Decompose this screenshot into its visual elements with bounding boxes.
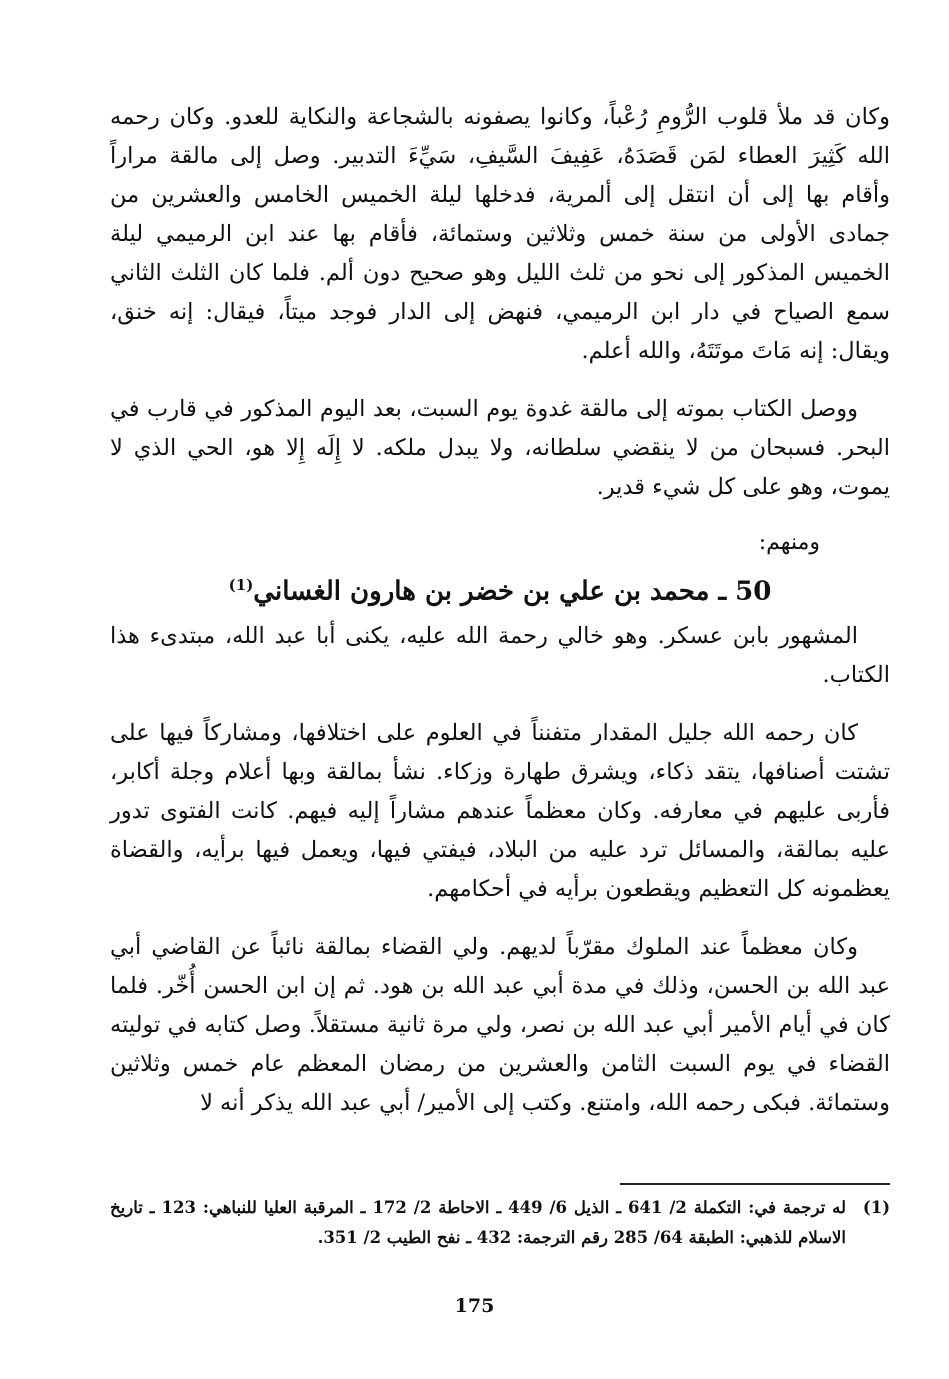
footnote-marker: (1) xyxy=(862,1198,890,1217)
paragraph-2: ووصل الكتاب بموته إلى مالقة غدوة يوم السبت، بعد اليوم المذكور في قارب في البحر. فسبحان من لا ينقضي سلطانه، ولا يبدل ملكه. لا إِلَه إِلا هو، الحي الذي لا يموت، وهو على كل شيء قدير. xyxy=(110,396,890,500)
entry-heading xyxy=(110,564,890,613)
entry-heading-text: 50 ـ محمد بن علي بن خضر بن هارون الغساني xyxy=(253,576,772,607)
section-intro: ومنهم: xyxy=(758,530,820,555)
paragraph-1: وكان قد ملأ قلوب الرُّومِ رُعْباً، وكانوا يصفونه بالشجاعة والنكاية للعدو. وكان رحمه الله كَثِيرَ العطاء لمَن قَصَدَهُ، عَفِيفَ السَّيفِ، سَيِّءَ التدبير. وصل إلى مالقة مراراً وأقام بها إلى أن انتقل إلى ألمرية، فدخلها ليلة الخميس الخامس والعشرين من جمادى الأولى من سنة خمس وثلاثين وستمائة، فأقام بها عند ابن الرميمي ليلة الخميس المذكور إلى نحو من ثلث الليل وهو صحيح دون ألم. فلما كان الثلث الثاني سمع الصياح في دار ابن الرميمي، فنهض إلى الدار فوجد ميتاً، فيقال: إنه خنق، ويقال: إنه مَاتَ موتَتَهُ، والله أعلم. xyxy=(110,104,890,364)
paragraph-3: المشهور بابن عسكر. وهو خالي رحمة الله عليه، يكنى أبا عبد الله، مبتدىء هذا الكتاب. xyxy=(110,622,890,688)
page-body xyxy=(110,98,890,1142)
page-number: 175 xyxy=(454,1295,495,1317)
footnote-reference: (1) xyxy=(228,576,254,594)
footnote-1 xyxy=(110,1193,890,1253)
paragraph-4: كان رحمه الله جليل المقدار متفنناً في العلوم على اختلافها، ومشاركاً فيها على تشتت أصنافها، يتقد ذكاء، ويشرق طهارة وزكاء. نشأ بمالقة وبها أعلام وجلة أكابر، فأربى عليهم في معارفه. وكان معظماً عندهم مشاراً إليه فيهم. كانت الفتوى تدور عليه بمالقة، والمسائل ترد عليه من البلاد، فيفتي فيها، ويعمل فيها برأيه، والقضاة يعظمونه كل التعظيم ويقطعون برأيه في أحكامهم. xyxy=(110,719,890,902)
paragraph-5: وكان معظماً عند الملوك مقرّباً لديهم. ولي القضاء بمالقة نائباً عن القاضي أبي عبد الله بن الحسن، وذلك في مدة أبي عبد الله بن هود. ثم إن ابن الحسن أُخّر. فلما كان في أيام الأمير أبي عبد الله بن نصر، ولي مرة ثانية مستقلاً. وصل كتابه في توليته القضاء في يوم السبت الثامن والعشرين من رمضان المعظم عام خمس وثلاثين وستمائة. فبكى رحمه الله، وامتنع. وكتب إلى الأمير/ أبي عبد الله يذكر أنه لا xyxy=(110,933,890,1116)
footnote-divider xyxy=(620,1183,890,1185)
footnotes xyxy=(110,1193,890,1253)
footnote-text: له ترجمة في: التكملة 2/ 641 ـ الذيل 6/ 449 ـ الاحاطة 2/ 172 ـ المرقبة العليا للنباهي: 123 ـ تاريخ الاسلام للذهبي: الطبقة 64/ 285 رقم الترجمة: 432 ـ نفح الطيب 2/ 351. xyxy=(110,1198,846,1247)
